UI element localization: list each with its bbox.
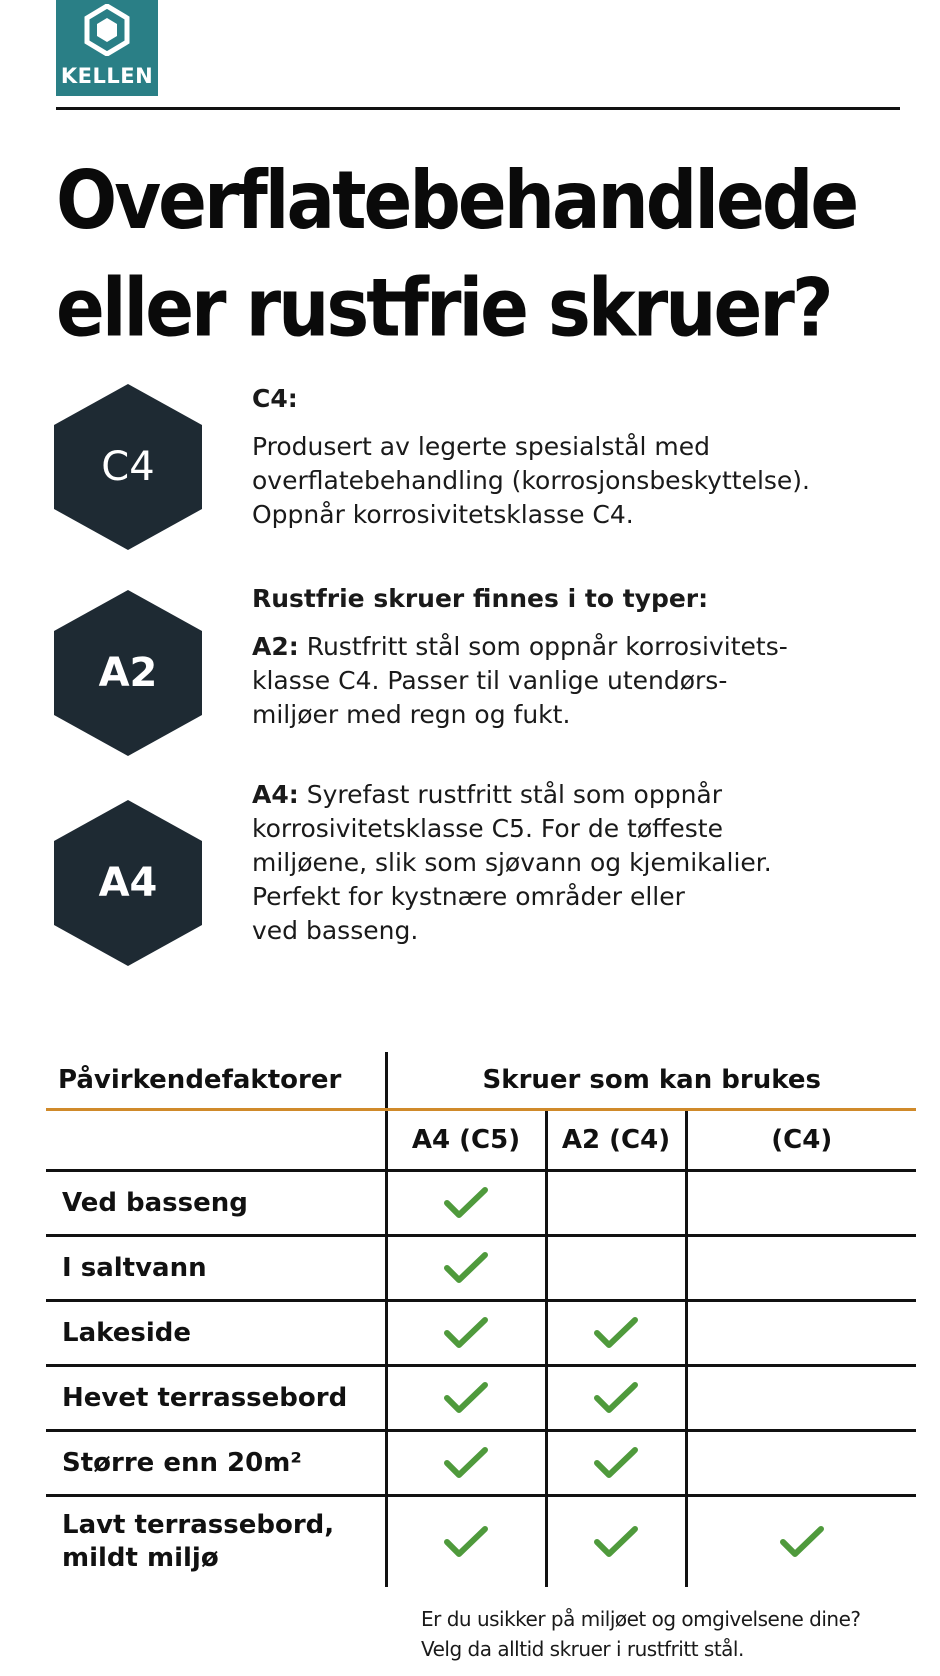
check-cell xyxy=(546,1496,686,1588)
table-row xyxy=(46,1171,916,1236)
checkmark-icon xyxy=(593,1524,639,1560)
factor-label-line: mildt miljø xyxy=(62,1543,219,1573)
checkmark-icon xyxy=(593,1380,639,1416)
checkmark-icon xyxy=(779,1524,825,1560)
factor-label: I saltvann xyxy=(46,1236,386,1301)
section-a4-text xyxy=(252,778,912,948)
check-cell xyxy=(386,1496,546,1588)
factor-label-line: Lavt terrassebord, xyxy=(62,1510,335,1540)
top-divider xyxy=(56,107,900,110)
factor-label: Større enn 20m² xyxy=(46,1431,386,1496)
check-cell xyxy=(686,1431,916,1496)
check-cell xyxy=(386,1301,546,1366)
footnote-line-1: Er du usikker på miljøet og omgivelsene dine? xyxy=(421,1607,861,1631)
table-row xyxy=(46,1236,916,1301)
section-c4-text xyxy=(252,430,912,532)
text-line: overflatebehandling (korrosjonsbeskyttelse). xyxy=(252,466,811,495)
brand-name: KELLEN xyxy=(60,64,154,88)
a2-lead: A2: xyxy=(252,632,299,661)
page-title xyxy=(56,146,916,361)
check-cell xyxy=(686,1366,916,1431)
checkmark-icon xyxy=(443,1250,489,1286)
check-cell xyxy=(386,1366,546,1431)
brand-logo xyxy=(56,0,158,96)
table-row xyxy=(46,1366,916,1431)
badge-a2-label: A2 xyxy=(98,650,158,696)
checkmark-icon xyxy=(443,1380,489,1416)
check-cell xyxy=(546,1366,686,1431)
section-a4 xyxy=(252,778,912,948)
factor-label: Ved basseng xyxy=(46,1171,386,1236)
check-cell xyxy=(546,1171,686,1236)
check-cell xyxy=(686,1301,916,1366)
text-line: Produsert av legerte spesialstål med xyxy=(252,432,711,461)
a4-lead: A4: xyxy=(252,780,299,809)
check-cell xyxy=(546,1236,686,1301)
badge-a4-label: A4 xyxy=(98,860,158,906)
screw-usage-table xyxy=(46,1052,916,1587)
column-header-c4: (C4) xyxy=(686,1110,916,1171)
text-line: ved basseng. xyxy=(252,916,419,945)
column-header-a4: A4 (C5) xyxy=(386,1110,546,1171)
section-c4 xyxy=(252,382,912,532)
text-line: klasse C4. Passer til vanlige utendørs- xyxy=(252,666,728,695)
text-line: miljøene, slik som sjøvann og kjemikalier. xyxy=(252,848,772,877)
badge-a4 xyxy=(54,800,202,966)
check-cell xyxy=(386,1431,546,1496)
title-line-2: eller rustfrie skruer? xyxy=(56,260,831,355)
badge-c4-label: C4 xyxy=(101,444,155,490)
section-c4-heading: C4: xyxy=(252,384,298,413)
section-rustfrie-heading: Rustfrie skruer finnes i to typer: xyxy=(252,584,709,613)
table-header-row xyxy=(46,1052,916,1110)
checkmark-icon xyxy=(443,1315,489,1351)
table-row xyxy=(46,1431,916,1496)
text-line: korrosivitetsklasse C5. For de tøffeste xyxy=(252,814,723,843)
text-line: miljøer med regn og fukt. xyxy=(252,700,571,729)
factor-label: Hevet terrassebord xyxy=(46,1366,386,1431)
checkmark-icon xyxy=(443,1445,489,1481)
section-a2-text xyxy=(252,630,912,732)
check-cell xyxy=(686,1496,916,1588)
text-line xyxy=(252,778,912,812)
hexagon-logo-icon xyxy=(83,4,131,56)
title-line-1: Overflatebehandlede xyxy=(56,152,857,247)
checkmark-icon xyxy=(593,1315,639,1351)
checkmark-icon xyxy=(593,1445,639,1481)
text-line xyxy=(252,630,912,664)
column-header-a2: A2 (C4) xyxy=(546,1110,686,1171)
text-line: Oppnår korrosivitetsklasse C4. xyxy=(252,500,634,529)
footnote-line-2: Velg da alltid skruer i rustfritt stål. xyxy=(421,1637,744,1661)
table-row xyxy=(46,1301,916,1366)
empty-cell xyxy=(46,1110,386,1171)
checkmark-icon xyxy=(443,1524,489,1560)
section-a2 xyxy=(252,582,912,732)
check-cell xyxy=(546,1301,686,1366)
group-header: Skruer som kan brukes xyxy=(386,1052,916,1110)
table-subheader-row xyxy=(46,1110,916,1171)
text-fragment: Syrefast rustfritt stål som oppnår xyxy=(298,780,723,809)
badge-a2 xyxy=(54,590,202,756)
table-row xyxy=(46,1496,916,1588)
check-cell xyxy=(386,1236,546,1301)
text-line: Perfekt for kystnære områder eller xyxy=(252,882,685,911)
text-fragment: Rustfritt stål som oppnår korrosivitets- xyxy=(298,632,788,661)
factor-header: Påvirkendefaktorer xyxy=(46,1052,386,1110)
badge-c4 xyxy=(54,384,202,550)
check-cell xyxy=(546,1431,686,1496)
checkmark-icon xyxy=(443,1185,489,1221)
table-body xyxy=(46,1171,916,1588)
check-cell xyxy=(686,1171,916,1236)
footnote xyxy=(421,1604,940,1664)
factor-label: Lakeside xyxy=(46,1301,386,1366)
factor-label xyxy=(46,1496,386,1588)
check-cell xyxy=(386,1171,546,1236)
check-cell xyxy=(686,1236,916,1301)
